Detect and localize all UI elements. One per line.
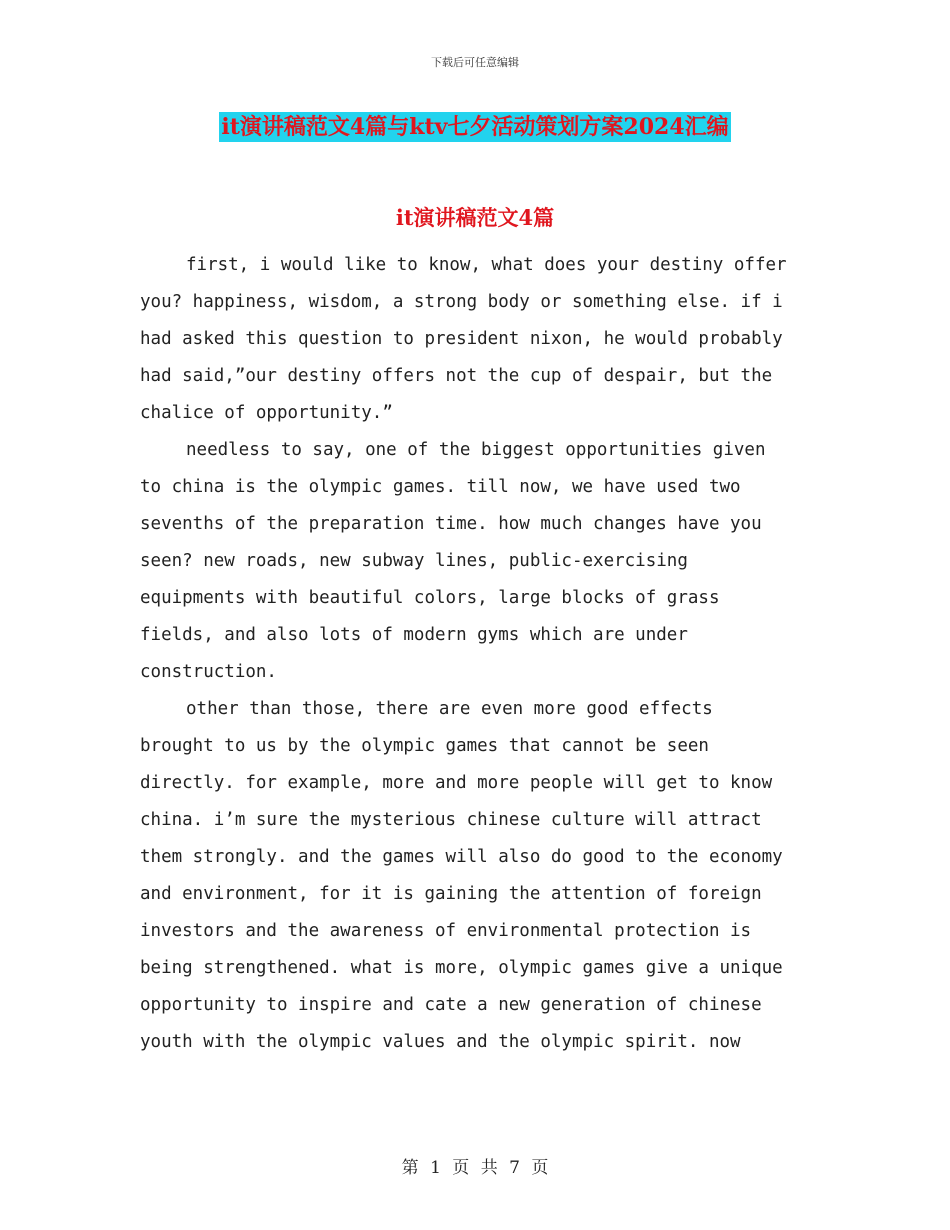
page-number-footer: 第 1 页 共 7 页	[401, 1158, 549, 1178]
body-line: youth with the olympic values and the olympic spirit. now	[140, 1032, 741, 1052]
body-line: sevenths of the preparation time. how much changes have you	[140, 514, 762, 534]
body-line: them strongly. and the games will also do good to the economy	[140, 847, 783, 867]
body-line: you? happiness, wisdom, a strong body or something else. if i	[140, 292, 783, 312]
body-line: first, i would like to know, what does your destiny offer	[186, 255, 787, 275]
body-line: seen? new roads, new subway lines, public-exercising	[140, 551, 688, 571]
body-line: to china is the olympic games. till now, we have used two	[140, 477, 741, 497]
body-line: construction.	[140, 662, 277, 682]
body-line: chalice of opportunity.”	[140, 403, 393, 423]
body-line: china. i’m sure the mysterious chinese culture will attract	[140, 810, 762, 830]
body-line: had said,”our destiny offers not the cup of despair, but the	[140, 366, 773, 386]
body-line: needless to say, one of the biggest opportunities given	[186, 440, 766, 460]
body-line: other than those, there are even more good effects	[186, 699, 713, 719]
body-text	[140, 247, 812, 1061]
body-line: brought to us by the olympic games that cannot be seen	[140, 736, 709, 756]
body-line: investors and the awareness of environmental protection is	[140, 921, 752, 941]
body-line: had asked this question to president nixon, he would probably	[140, 329, 783, 349]
header-note: 下载后可任意编辑	[431, 56, 519, 69]
body-line: being strengthened. what is more, olympic games give a unique	[140, 958, 783, 978]
body-line: directly. for example, more and more people will get to know	[140, 773, 773, 793]
section-title: it演讲稿范文4篇	[395, 205, 555, 230]
body-line: fields, and also lots of modern gyms which are under	[140, 625, 688, 645]
body-line: and environment, for it is gaining the attention of foreign	[140, 884, 762, 904]
body-line: equipments with beautiful colors, large blocks of grass	[140, 588, 720, 608]
document-title-wrap	[0, 112, 950, 142]
body-line: opportunity to inspire and cate a new generation of chinese	[140, 995, 762, 1015]
document-title: it演讲稿范文4篇与ktv七夕活动策划方案2024汇编	[221, 114, 729, 140]
